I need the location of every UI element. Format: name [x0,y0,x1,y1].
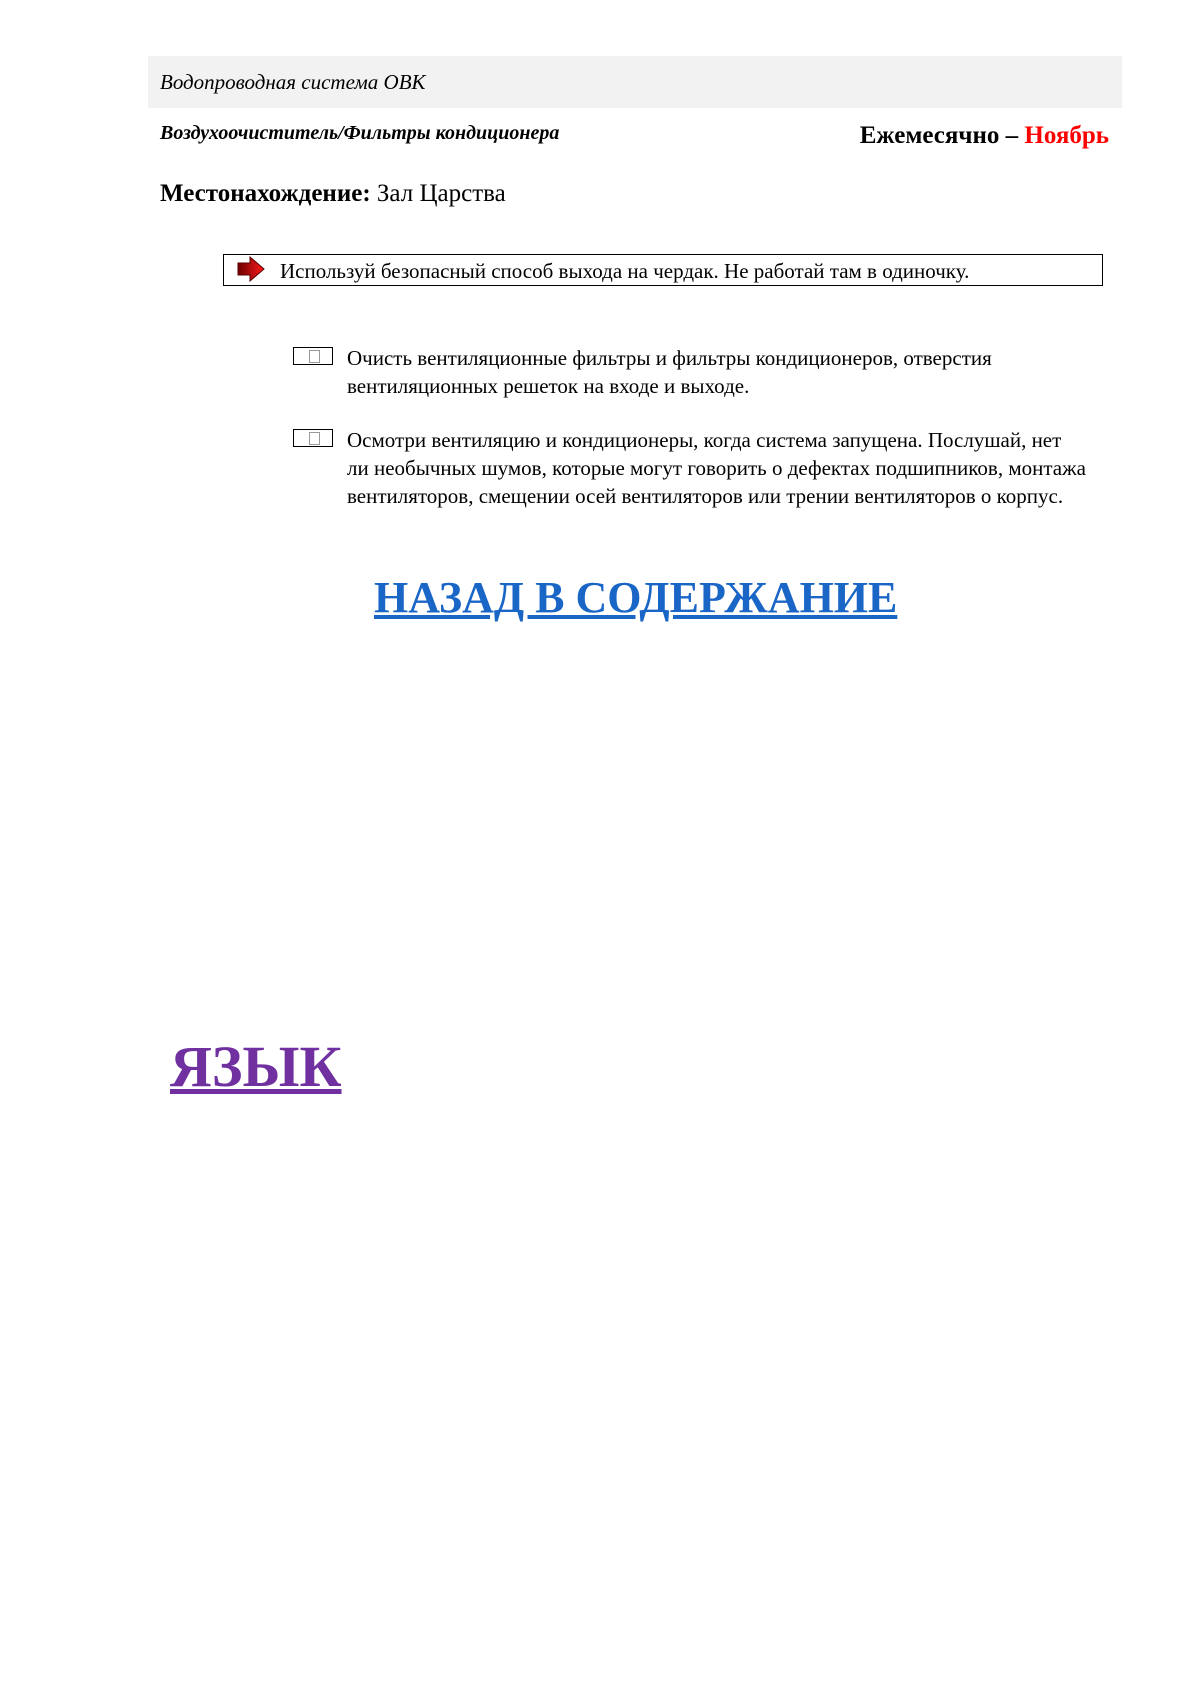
location-label: Местонахождение: [160,180,371,207]
warning-box [223,254,1103,286]
back-to-contents-link[interactable]: НАЗАД В СОДЕРЖАНИЕ [374,573,898,622]
frequency [860,122,1109,150]
header-band [148,56,1122,108]
task-text: Осмотри вентиляцию и кондиционеры, когда система запущена. Послушай, нет ли необычных шумов, которые могут говорить о дефектах подшипников, монтажа вентиляторов, смещении осей вентиляторов или трении вентиляторов о корпус. [347,428,1086,508]
section-subtitle: Воздухоочиститель/Фильтры кондиционера [160,122,560,144]
language-link[interactable]: ЯЗЫК [170,1034,342,1099]
location [160,180,506,208]
system-title: Водопроводная система ОВК [160,70,426,94]
task-checkbox[interactable] [293,429,333,447]
task-checkbox[interactable] [293,347,333,365]
frequency-month: Ноябрь [1024,122,1109,149]
red-arrow-icon [236,256,266,282]
frequency-label: Ежемесячно – [859,122,1025,149]
location-value: Зал Царства [370,180,506,207]
warning-text: Используй безопасный способ выхода на чердак. Не работай там в одиночку. [280,259,970,283]
task-text: Очисть вентиляционные фильтры и фильтры кондиционеров, отверстия вентиляционных решеток на входе и выходе. [347,346,992,398]
